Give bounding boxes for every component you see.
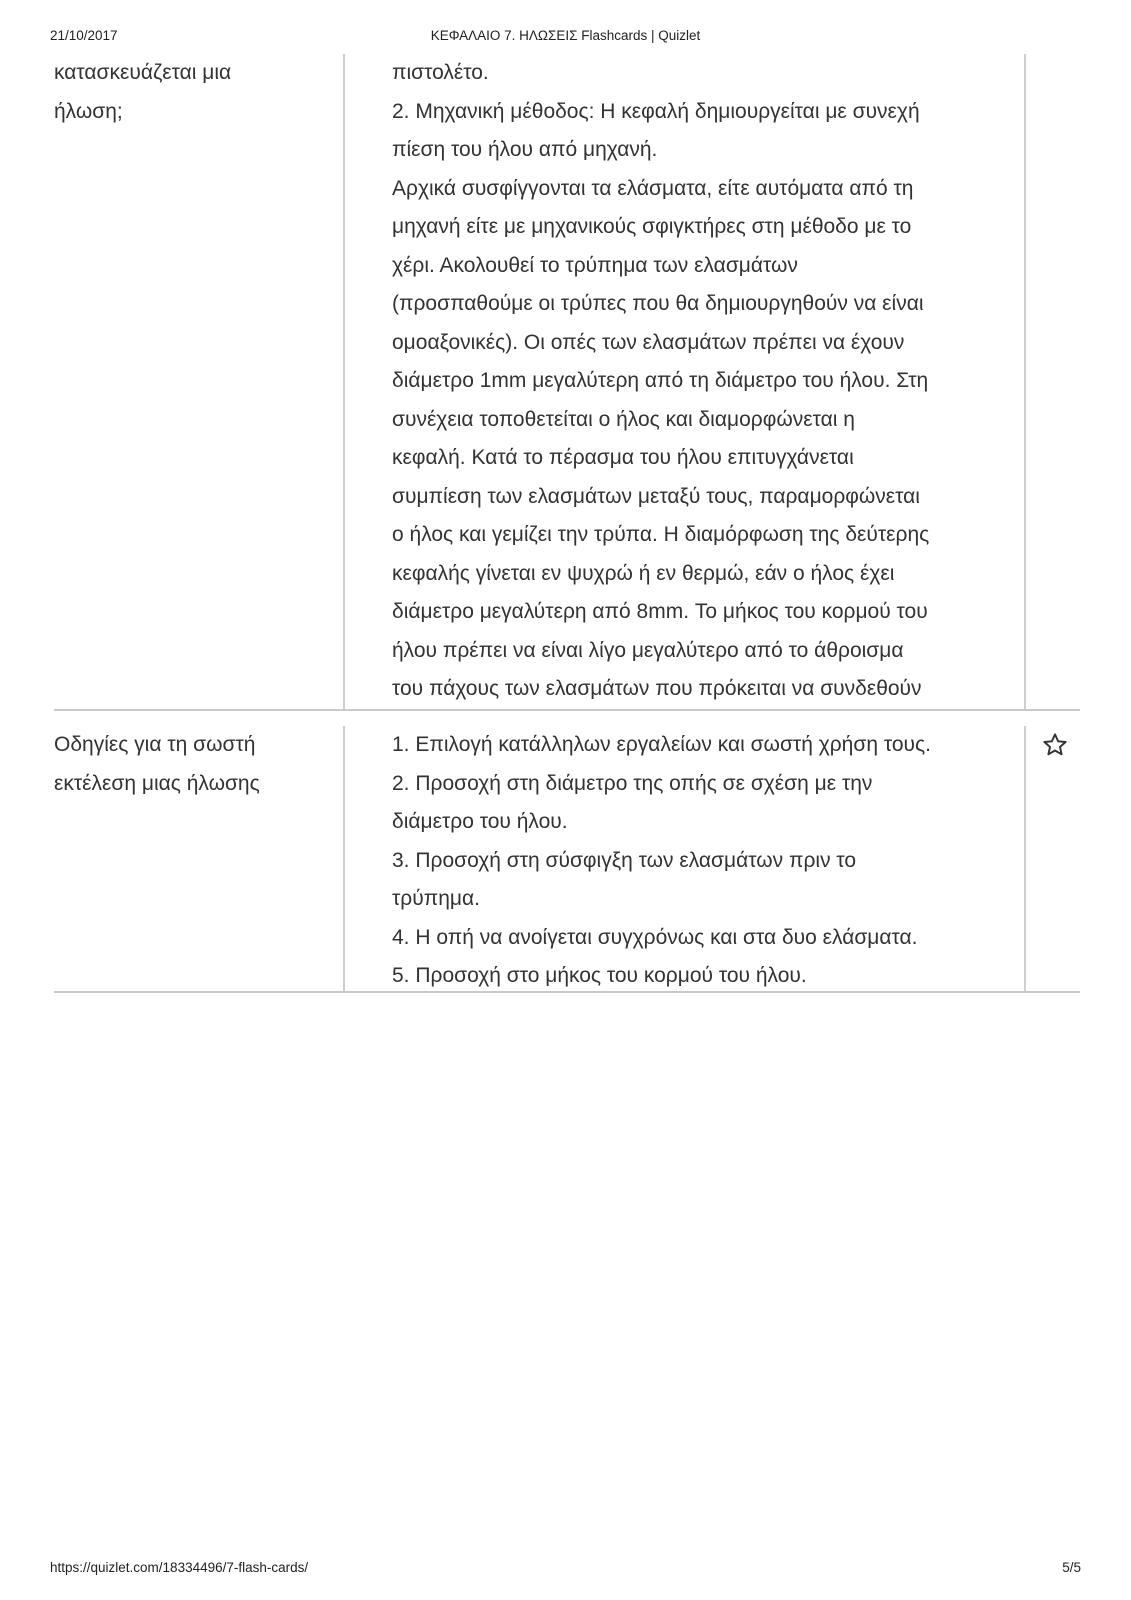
term-line: ήλωση; [54, 99, 123, 123]
definition-line: κεφαλής γίνεται εν ψυχρώ ή εν θερμώ, εάν ο ήλος έχει [392, 561, 895, 585]
print-url: https://quizlet.com/18334496/7-flash-cards/ [50, 1560, 309, 1575]
term-line: εκτέλεση μιας ήλωσης [54, 771, 260, 795]
definition-line: 5. Προσοχή στο μήκος του κορμού του ήλου. [392, 964, 807, 987]
print-header [0, 28, 1131, 48]
flashcard-list [54, 54, 1080, 993]
star-icon[interactable] [1042, 732, 1068, 758]
definition-line: ο ήλος και γεμίζει την τρύπα. Η διαμόρφωση της δεύτερης [392, 523, 930, 546]
card-term [54, 54, 339, 131]
definition-line: διάμετρο του ήλου. [392, 810, 568, 833]
flashcard-row [54, 54, 1080, 711]
print-footer [0, 1560, 1131, 1580]
definition-line: ήλου πρέπει να είναι λίγο μεγαλύτερο από το άθροισμα [392, 638, 904, 662]
definition-line: (προσπαθούμε οι τρύπες που θα δημιουργηθούν να είναι [392, 292, 924, 315]
column-divider [343, 726, 345, 991]
definition-line: 1. Επιλογή κατάλληλων εργαλείων και σωστή χρήση τους. [392, 733, 931, 756]
definition-line: ομοαξονικές). Οι οπές των ελασμάτων πρέπει να έχουν [392, 330, 905, 354]
column-divider [1024, 54, 1026, 709]
star-outline-icon [1042, 732, 1068, 758]
definition-line: πιστολέτο. [392, 61, 489, 84]
definition-line: συνέχεια τοποθετείται ο ήλος και διαμορφώνεται η [392, 407, 855, 431]
definition-line: πίεση του ήλου από μηχανή. [392, 138, 658, 161]
term-line: κατασκευάζεται μια [54, 61, 232, 84]
definition-line: διάμετρο 1mm μεγαλύτερη από τη διάμετρο του ήλου. Στη [392, 369, 929, 392]
column-divider [1024, 726, 1026, 991]
flashcard-row [54, 726, 1080, 993]
definition-line: του πάχους των ελασμάτων που πρόκειται να συνδεθούν [392, 677, 922, 700]
definition-line: 3. Προσοχή στη σύσφιγξη των ελασμάτων πριν το [392, 848, 857, 872]
print-date: 21/10/2017 [50, 28, 118, 43]
definition-line: συμπίεση των ελασμάτων μεταξύ τους, παραμορφώνεται [392, 484, 920, 508]
card-definition [392, 54, 992, 709]
definition-line: 4. Η οπή να ανοίγεται συγχρόνως και στα δυο ελάσματα. [392, 925, 918, 949]
definition-line: Αρχικά συσφίγγονται τα ελάσματα, είτε αυτόματα από τη [392, 176, 914, 200]
term-line: Οδηγίες για τη σωστή [54, 733, 256, 756]
page-number: 5/5 [1062, 1560, 1081, 1575]
definition-line: κεφαλή. Κατά το πέρασμα του ήλου επιτυγχάνεται [392, 446, 854, 469]
definition-line: χέρι. Ακολουθεί το τρύπημα των ελασμάτων [392, 253, 798, 277]
print-page-title: ΚΕΦΑΛΑΙΟ 7. ΗΛΩΣΕΙΣ Flashcards | Quizlet [430, 28, 701, 43]
definition-line: διάμετρο μεγαλύτερη από 8mm. Το μήκος του κορμού του [392, 600, 928, 623]
card-definition [392, 726, 992, 996]
definition-line: 2. Μηχανική μέθοδος: Η κεφαλή δημιουργείται με συνεχή [392, 99, 920, 123]
definition-line: 2. Προσοχή στη διάμετρο της οπής σε σχέση με την [392, 771, 873, 795]
card-term [54, 726, 339, 803]
column-divider [343, 54, 345, 709]
definition-line: μηχανή είτε με μηχανικούς σφιγκτήρες στη μέθοδο με το [392, 215, 912, 238]
definition-line: τρύπημα. [392, 887, 480, 910]
